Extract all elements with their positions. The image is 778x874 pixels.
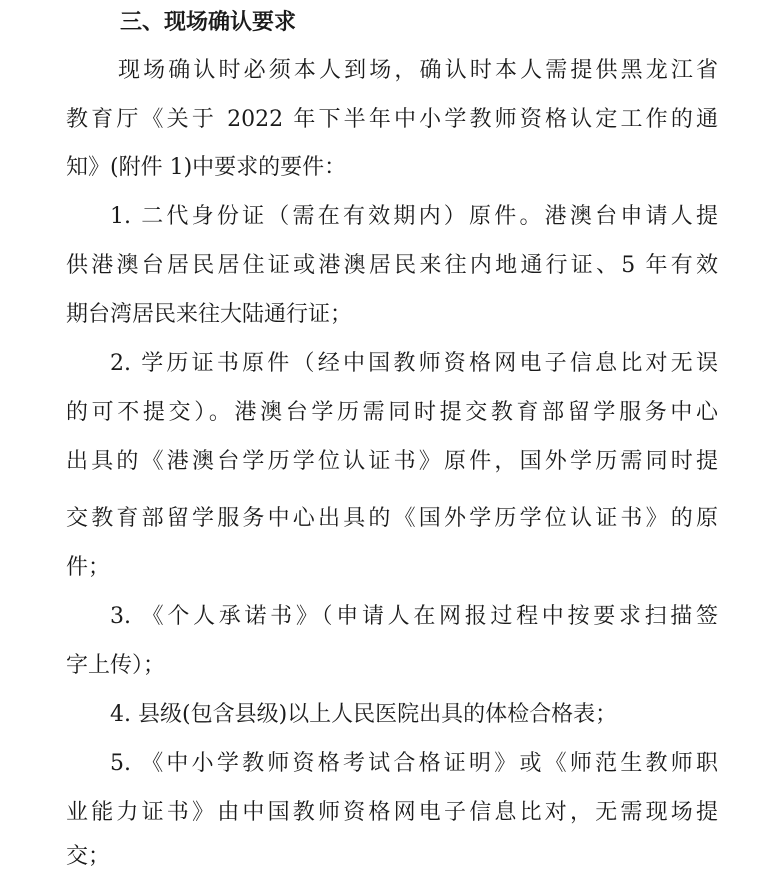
paragraph-line: 现场确认时必须本人到场，确认时本人需提供黑龙江省: [118, 58, 718, 83]
section-heading: 三、现场确认要求: [120, 10, 297, 35]
list-item-line: 业能力证书》由中国教师资格网电子信息比对，无需现场提: [66, 800, 718, 825]
list-item-line: 4. 县级(包含县级)以上人民医院出具的体检合格表；: [110, 702, 618, 727]
list-item-line: 交教育部留学服务中心出具的《国外学历学位认证书》的原: [66, 506, 718, 531]
list-item-line: 字上传）；: [66, 653, 166, 678]
list-item-line: 的可不提交）。港澳台学历需同时提交教育部留学服务中心: [66, 400, 718, 425]
list-item-line: 出具的《港澳台学历学位认证书》原件，国外学历需同时提: [66, 449, 718, 474]
paragraph-line: 教育厅《关于 2022 年下半年中小学教师资格认定工作的通: [66, 107, 718, 132]
list-item-line: 5. 《中小学教师资格考试合格证明》或《师范生教师职: [110, 751, 718, 776]
list-item-line: 供港澳台居民居住证或港澳居民来往内地通行证、5 年有效: [66, 253, 718, 278]
list-item-line: 交；: [66, 844, 111, 869]
list-item-line: 期台湾居民来往大陆通行证；: [66, 302, 353, 327]
list-item-line: 件；: [66, 555, 111, 580]
list-item-line: 3. 《个人承诺书》（申请人在网报过程中按要求扫描签: [110, 604, 718, 629]
paragraph-line: 知》(附件 1)中要求的要件：: [66, 155, 347, 180]
list-item-line: 1. 二代身份证（需在有效期内）原件。港澳台申请人提: [110, 204, 718, 229]
list-item-line: 2. 学历证书原件（经中国教师资格网电子信息比对无误: [110, 351, 718, 376]
